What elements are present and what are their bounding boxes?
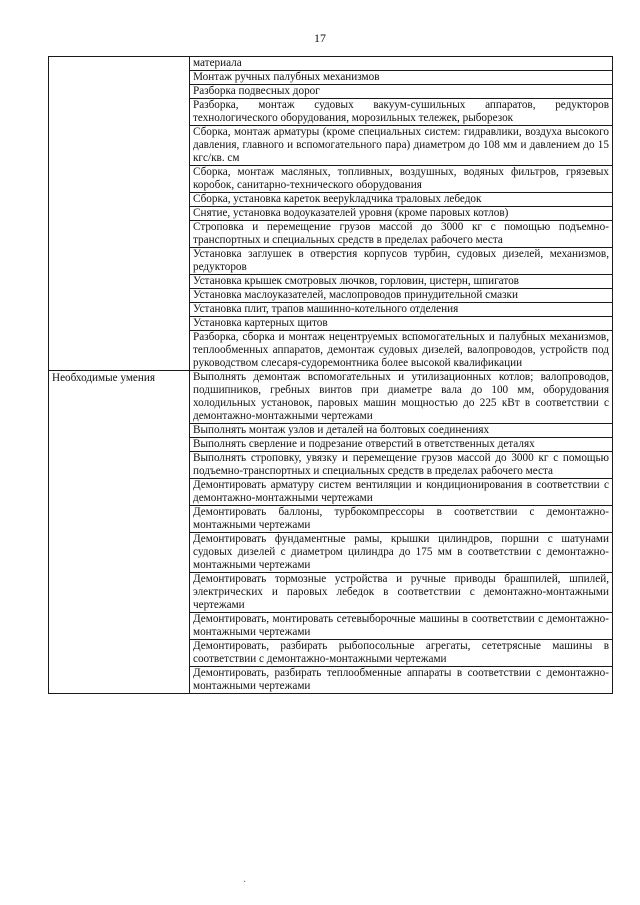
requirement-cell: Демонтировать баллоны, турбокомпрессоры в соответствии с демонтажно-монтажными чертежами [190,506,613,533]
requirement-cell: Выполнять строповку, увязку и перемещение грузов массой до 3000 кг с помощью подъемно-транспортных и специальных средств в пределах рабочего места [190,452,613,479]
section-label [52,57,186,58]
requirement-cell: Сборка, установка кареток вееруkладчика траловых лебедок [190,193,613,207]
requirement-cell: Установка плит, трапов машинно-котельного отделения [190,303,613,317]
requirement-cell: Выполнять демонтаж вспомогательных и утилизационных котлов; валопроводов, подшипников, гребных винтов при диаметре вала до 100 мм, оборудования холодильных установок, паровых машин мощностью до 225 кВт в соответствии с демонтажно-монтажными чертежами [190,371,613,424]
table-row [49,371,613,424]
requirement-cell: Демонтировать фундаментные рамы, крышки цилиндров, поршни с шатунами судовых дизелей с диаметром цилиндра до 175 мм в соответствии с демонтажно-монтажными чертежами [190,533,613,573]
table-row [49,57,613,71]
requirement-cell: Демонтировать, монтировать сетевыборочные машины в соответствии с демонтажно-монтажными чертежами [190,613,613,640]
requirement-cell: Установка заглушек в отверстия корпусов турбин, судовых дизелей, механизмов, редукторов [190,248,613,275]
requirement-cell: Демонтировать, разбирать рыбопосольные агрегаты, сететрясные машины в соответствии с демонтажно-монтажными чертежами [190,640,613,667]
requirement-cell: Демонтировать, разбирать теплообменные аппараты в соответствии с демонтажно-монтажными чертежами [190,667,613,694]
requirement-cell: материала [190,57,613,71]
requirement-cell: Разборка подвесных дорог [190,85,613,99]
requirement-cell: Сборка, монтаж арматуры (кроме специальных систем: гидравлики, воздуха высокого давления, главного и вспомогательного пара) диаметром до 108 мм и давлением до 15 кгс/кв. см [190,126,613,166]
section-label-cell [49,57,190,371]
requirement-cell: Разборка, сборка и монтаж нецентруемых вспомогательных и палубных механизмов, теплообменных аппаратов, демонтаж судовых дизелей, валопроводов, устройств под руководством слесаря-судоремонтника более высокой квалификации [190,331,613,371]
requirement-cell: Демонтировать тормозные устройства и ручные приводы брашпилей, шпилей, электрических и паровых лебедок в соответствии с демонтажно-монтажными чертежами [190,573,613,613]
requirement-cell: Сборка, монтаж масляных, топливных, воздушных, водяных фильтров, грязевых коробок, санитарно-технического оборудования [190,166,613,193]
requirement-cell: Монтаж ручных палубных механизмов [190,71,613,85]
table-body [49,57,613,694]
section-label-cell [49,371,190,694]
requirement-cell: Демонтировать арматуру систем вентиляции и кондиционирования в соответствии с демонтажно-монтажными чертежами [190,479,613,506]
requirement-cell: Установка крышек смотровых лючков, горловин, цистерн, шпигатов [190,275,613,289]
requirement-cell: Строповка и перемещение грузов массой до 3000 кг с помощью подъемно-транспортных и специальных средств в пределах рабочего места [190,221,613,248]
requirement-cell: Установка маслоуказателей, маслопроводов принудительной смазки [190,289,613,303]
requirements-table [48,56,613,694]
requirement-cell: Выполнять сверление и подрезание отверстий в ответственных деталях [190,438,613,452]
requirement-cell: Снятие, установка водоуказателей уровня (кроме паровых котлов) [190,207,613,221]
section-label: Необходимые умения [52,372,155,384]
page-number: 17 [314,31,326,45]
requirement-cell: Выполнять монтаж узлов и деталей на болтовых соединениях [190,424,613,438]
requirement-cell: Разборка, монтаж судовых вакуум-сушильных аппаратов, редукторов технологического оборудования, морозильных тележек, рыборезок [190,99,613,126]
scan-mark: · [243,877,247,888]
requirement-cell: Установка картерных щитов [190,317,613,331]
